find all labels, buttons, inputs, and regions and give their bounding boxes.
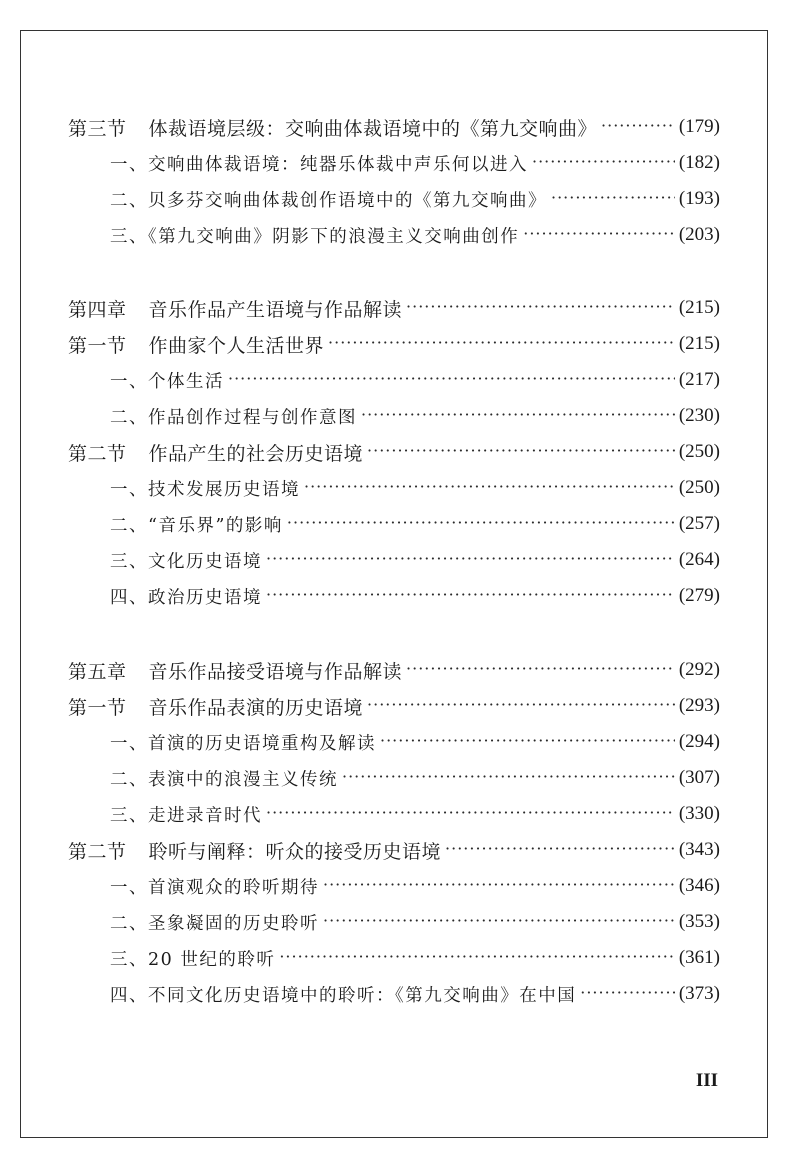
- entry-page-number: (353): [678, 911, 720, 932]
- dot-leader: [304, 478, 675, 498]
- entry-label: 一、首演观众的聆听期待: [110, 877, 319, 898]
- entry-page-number: (293): [678, 695, 720, 716]
- entry-page-number: (217): [678, 369, 720, 390]
- page-number: III: [695, 1070, 718, 1091]
- dot-leader: [266, 550, 675, 570]
- entry-page-number: (182): [678, 152, 720, 173]
- toc-section-entry[interactable]: [68, 690, 720, 722]
- entry-label: 二、“音乐界”的影响: [110, 515, 283, 536]
- dot-leader: [532, 153, 675, 173]
- entry-page-number: (330): [678, 803, 720, 824]
- entry-page-number: (264): [678, 549, 720, 570]
- dot-leader: [551, 189, 675, 209]
- entry-page-number: (179): [678, 116, 720, 137]
- entry-label: 第一节 作曲家个人生活世界: [68, 334, 325, 357]
- toc-item-entry[interactable]: [110, 870, 720, 902]
- entry-page-number: (343): [678, 839, 720, 860]
- dot-leader: [323, 912, 675, 932]
- dot-leader: [601, 117, 675, 137]
- dot-leader: [342, 768, 675, 788]
- toc-item-entry[interactable]: [110, 219, 720, 251]
- toc-chapter-entry[interactable]: [68, 292, 720, 324]
- entry-page-number: (250): [678, 441, 720, 462]
- toc-item-entry[interactable]: [110, 147, 720, 179]
- entry-label: 一、技术发展历史语境: [110, 479, 300, 500]
- dot-leader: [580, 984, 675, 1004]
- entry-label: 三、文化历史语境: [110, 551, 262, 572]
- entry-label: 二、贝多芬交响曲体裁创作语境中的《第九交响曲》: [110, 190, 547, 211]
- entry-label: 二、作品创作过程与创作意图: [110, 407, 357, 428]
- entry-page-number: (292): [678, 659, 720, 680]
- entry-page-number: (361): [678, 947, 720, 968]
- dot-leader: [367, 442, 675, 462]
- entry-label: 第二节 聆听与阐释：听众的接受历史语境: [68, 840, 442, 863]
- entry-label: 第一节 音乐作品表演的历史语境: [68, 696, 364, 719]
- entry-label: 三、走进录音时代: [110, 805, 262, 826]
- entry-page-number: (279): [678, 585, 720, 606]
- dot-leader: [323, 876, 675, 896]
- dot-leader: [361, 406, 675, 426]
- entry-page-number: (250): [678, 477, 720, 498]
- toc-item-entry[interactable]: [110, 472, 720, 504]
- entry-label: 第三节 体裁语境层级：交响曲体裁语境中的《第九交响曲》: [68, 117, 598, 140]
- dot-leader: [406, 660, 675, 680]
- dot-leader: [380, 732, 675, 752]
- toc-section-entry[interactable]: [68, 328, 720, 360]
- entry-page-number: (215): [678, 333, 720, 354]
- toc-item-entry[interactable]: [110, 798, 720, 830]
- entry-label: 四、不同文化历史语境中的聆听：《第九交响曲》在中国: [110, 985, 577, 1006]
- entry-label: 二、表演中的浪漫主义传统: [110, 769, 338, 790]
- toc-item-entry[interactable]: [110, 978, 720, 1010]
- dot-leader: [266, 586, 675, 606]
- entry-page-number: (294): [678, 731, 720, 752]
- entry-label: 三、《第九交响曲》阴影下的浪漫主义交响曲创作: [110, 226, 520, 247]
- dot-leader: [228, 370, 675, 390]
- toc-item-entry[interactable]: [110, 906, 720, 938]
- dot-leader: [406, 298, 675, 318]
- dot-leader: [266, 804, 675, 824]
- dot-leader: [367, 696, 675, 716]
- toc-item-entry[interactable]: [110, 364, 720, 396]
- dot-leader: [279, 948, 675, 968]
- entry-page-number: (230): [678, 405, 720, 426]
- toc-chapter-entry[interactable]: [68, 654, 720, 686]
- entry-page-number: (203): [678, 224, 720, 245]
- toc-section-entry[interactable]: [68, 436, 720, 468]
- entry-label: 二、圣象凝固的历史聆听: [110, 913, 319, 934]
- entry-page-number: (346): [678, 875, 720, 896]
- toc-item-entry[interactable]: [110, 544, 720, 576]
- entry-label: 一、首演的历史语境重构及解读: [110, 733, 376, 754]
- entry-page-number: (193): [678, 188, 720, 209]
- toc-item-entry[interactable]: [110, 942, 720, 974]
- entry-label: 一、交响曲体裁语境：纯器乐体裁中声乐何以进入: [110, 154, 528, 175]
- toc-item-entry[interactable]: [110, 580, 720, 612]
- entry-page-number: (215): [678, 297, 720, 318]
- dot-leader: [287, 514, 675, 534]
- entry-page-number: (257): [678, 513, 720, 534]
- entry-label: 四、政治历史语境: [110, 587, 262, 608]
- toc-item-entry[interactable]: [110, 508, 720, 540]
- toc-item-entry[interactable]: [110, 726, 720, 758]
- toc-section-entry[interactable]: [68, 834, 720, 866]
- entry-label: 三、20 世纪的聆听: [110, 949, 276, 970]
- toc-item-entry[interactable]: [110, 762, 720, 794]
- dot-leader: [523, 225, 675, 245]
- toc-section-entry[interactable]: [68, 111, 720, 143]
- entry-label: 第五章 音乐作品接受语境与作品解读: [68, 660, 403, 683]
- dot-leader: [445, 840, 675, 860]
- dot-leader: [328, 334, 675, 354]
- entry-label: 第四章 音乐作品产生语境与作品解读: [68, 298, 403, 321]
- entry-label: 一、个体生活: [110, 371, 224, 392]
- entry-label: 第二节 作品产生的社会历史语境: [68, 442, 364, 465]
- toc-item-entry[interactable]: [110, 183, 720, 215]
- toc-item-entry[interactable]: [110, 400, 720, 432]
- entry-page-number: (373): [678, 983, 720, 1004]
- entry-page-number: (307): [678, 767, 720, 788]
